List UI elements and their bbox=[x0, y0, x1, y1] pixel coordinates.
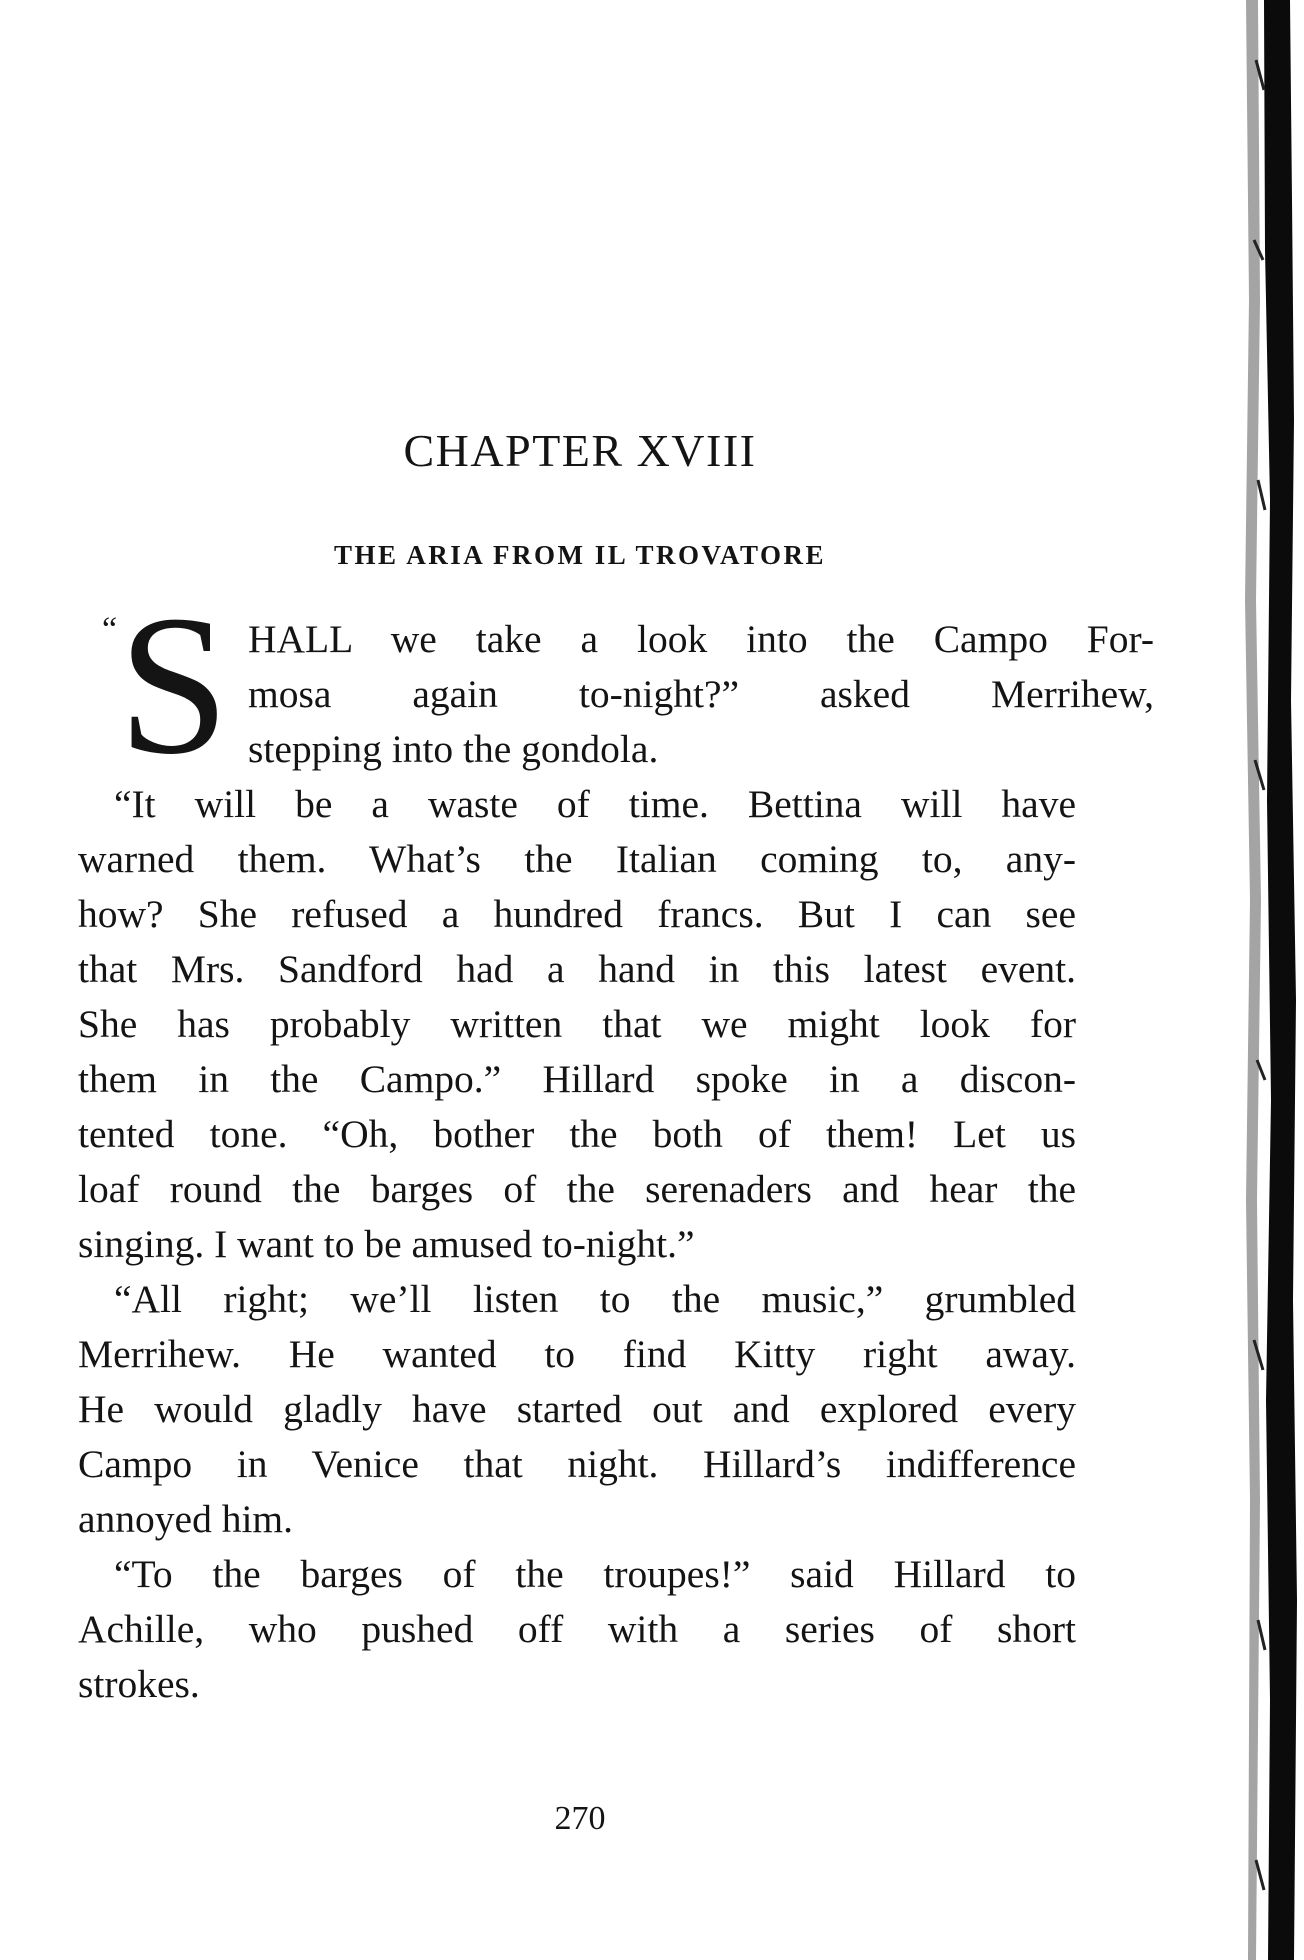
text-line: Merrihew. He wanted to find Kitty right away. bbox=[78, 1332, 1076, 1376]
text-line: “All right; we’ll listen to the music,” grumbled bbox=[114, 1277, 1076, 1321]
chapter-subtitle: THE ARIA FROM IL TROVATORE bbox=[333, 540, 827, 570]
text-line: Campo in Venice that night. Hillard’s indifference bbox=[78, 1442, 1076, 1486]
opening-lines bbox=[248, 612, 1154, 777]
paragraph bbox=[78, 777, 1076, 1272]
chapter-body bbox=[78, 575, 1154, 1712]
text-line: mosa again to-night?” asked Merrihew, bbox=[248, 672, 1154, 716]
text-line: He would gladly have started out and explored every bbox=[78, 1387, 1076, 1431]
text-line: loaf round the barges of the serenaders and hear the bbox=[78, 1167, 1076, 1211]
text-line: that Mrs. Sandford had a hand in this latest event. bbox=[78, 947, 1076, 991]
text-line: singing. I want to be amused to-night.” bbox=[78, 1222, 695, 1266]
page-number: 270 bbox=[554, 1800, 606, 1837]
text-line: Achille, who pushed off with a series of short bbox=[78, 1607, 1076, 1651]
text-line: annoyed him. bbox=[78, 1497, 294, 1541]
text-line: them in the Campo.” Hillard spoke in a discon- bbox=[78, 1057, 1076, 1101]
book-spine-edge bbox=[1234, 0, 1304, 1960]
chapter-title: CHAPTER XVIII bbox=[403, 425, 757, 476]
paragraph bbox=[78, 1272, 1076, 1547]
opening-paragraph bbox=[78, 575, 1154, 796]
text-line: how? She refused a hundred francs. But I can see bbox=[78, 892, 1076, 936]
paragraph bbox=[78, 1547, 1076, 1712]
text-line: tented tone. “Oh, bother the both of them! Let us bbox=[78, 1112, 1076, 1156]
text-line: stepping into the gondola. bbox=[248, 727, 659, 771]
text-line: HALL we take a look into the Campo For- bbox=[248, 617, 1154, 661]
text-line: warned them. What’s the Italian coming to, any- bbox=[78, 837, 1076, 881]
text-line: She has probably written that we might look for bbox=[78, 1002, 1076, 1046]
text-line: “To the barges of the troupes!” said Hillard to bbox=[114, 1552, 1076, 1596]
drop-cap-letter: S bbox=[118, 575, 230, 796]
text-line: strokes. bbox=[78, 1662, 200, 1706]
open-quote-mark: “ bbox=[102, 611, 118, 648]
text-line: “It will be a waste of time. Bettina will have bbox=[114, 782, 1076, 826]
